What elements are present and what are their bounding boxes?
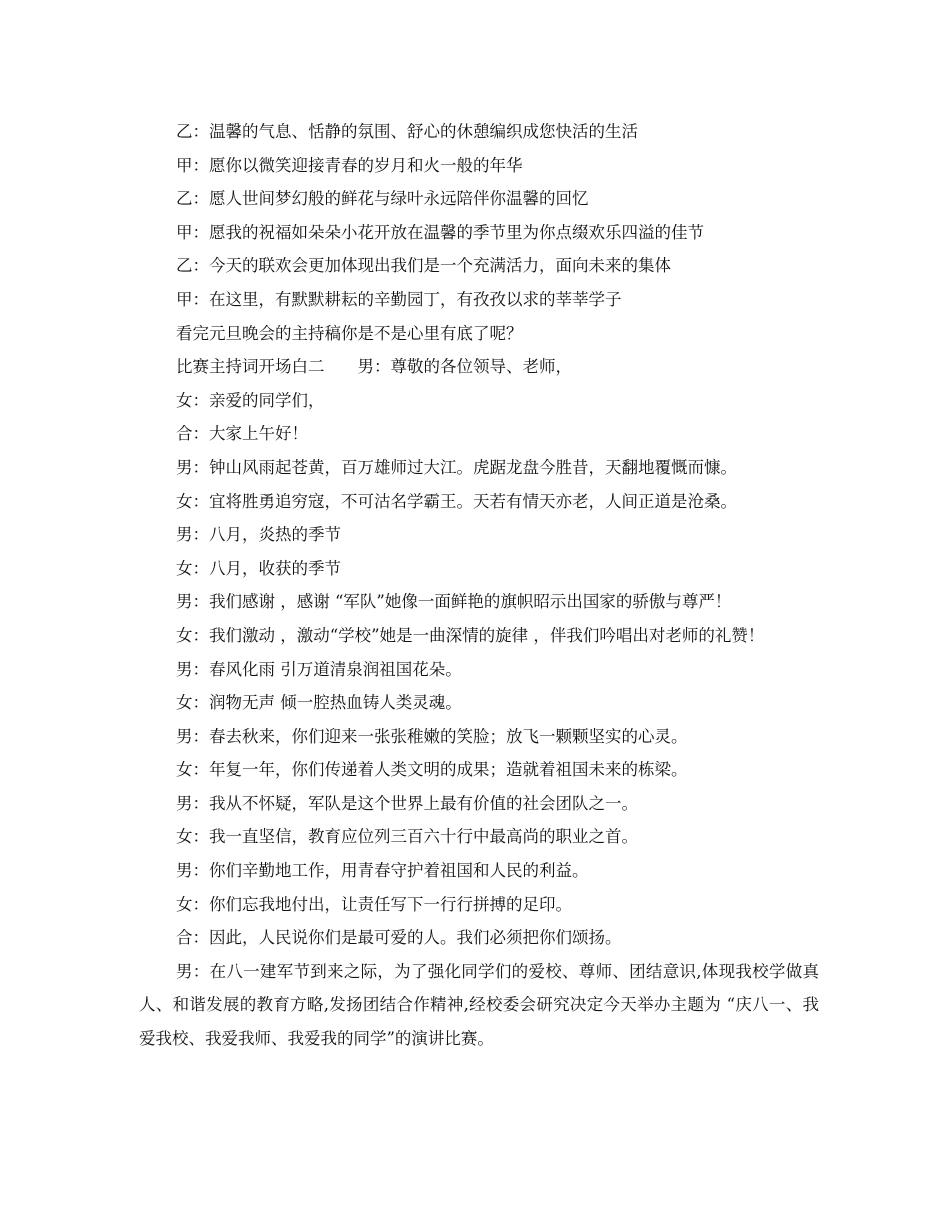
paragraph: 合：大家上午好！ bbox=[176, 424, 308, 444]
paragraph: 甲：愿你以微笑迎接青春的岁月和火一般的年华 bbox=[176, 155, 523, 175]
paragraph: 甲：在这里，有默默耕耘的辛勤园丁，有孜孜以求的莘莘学子 bbox=[176, 289, 622, 309]
paragraph: 女：年复一年，你们传递着人类文明的成果；造就着祖国未来的栋梁。 bbox=[176, 760, 688, 780]
paragraph: 乙：今天的联欢会更加体现出我们是一个充满活力，面向未来的集体 bbox=[176, 256, 671, 276]
paragraph: 男：在八一建军节到来之际，为了强化同学们的爱校、尊师、团结意识,体现我校学做真人、和谐发展的教育方略,发扬团结合作精神,经校委会研究决定今天举办主题为 “庆八一、我爱我校、我爱我师、我爱我的同学”的演讲比赛。 bbox=[139, 961, 819, 1049]
paragraph: 比赛主持词开场白二 男：尊敬的各位领导、老师， bbox=[176, 357, 572, 377]
paragraph: 男：八月，炎热的季节 bbox=[176, 525, 341, 545]
paragraph: 女：我一直坚信，教育应位列三百六十行中最高尚的职业之首。 bbox=[176, 827, 638, 847]
paragraph: 合：因此，人民说你们是最可爱的人。我们必须把你们颂扬。 bbox=[176, 928, 622, 948]
paragraph: 女：你们忘我地付出，让责任写下一行行拼搏的足印。 bbox=[176, 894, 572, 914]
paragraph: 女：我们激动 ，激动“学校”她是一曲深情的旋律 ，伴我们吟唱出对老师的礼赞！ bbox=[176, 625, 765, 645]
paragraph: 女：亲爱的同学们， bbox=[176, 390, 325, 410]
paragraph: 男：我们感谢 ，感谢 “军队”她像一面鲜艳的旗帜昭示出国家的骄傲与尊严！ bbox=[176, 592, 732, 612]
paragraph: 女：宜将胜勇追穷寇，不可沽名学霸王。天若有情天亦老，人间正道是沧桑。 bbox=[176, 491, 737, 511]
document-body bbox=[139, 115, 819, 1056]
paragraph: 男：春去秋来，你们迎来一张张稚嫩的笑脸；放飞一颗颗坚实的心灵。 bbox=[176, 726, 688, 746]
paragraph: 女：八月，收获的季节 bbox=[176, 558, 341, 578]
paragraph: 乙：愿人世间梦幻般的鲜花与绿叶永远陪伴你温馨的回忆 bbox=[176, 189, 589, 209]
paragraph: 女：润物无声 倾一腔热血铸人类灵魂。 bbox=[176, 693, 462, 713]
paragraph: 乙：温馨的气息、恬静的氛围、舒心的休憩编织成您快活的生活 bbox=[176, 122, 638, 141]
paragraph: 男：你们辛勤地工作，用青春守护着祖国和人民的利益。 bbox=[176, 861, 589, 881]
paragraph: 男：钟山风雨起苍黄，百万雄师过大江。虎踞龙盘今胜昔，天翻地覆慨而慷。 bbox=[176, 457, 737, 477]
paragraph: 男：春风化雨 引万道清泉润祖国花朵。 bbox=[176, 659, 462, 679]
paragraph: 男：我从不怀疑，军队是这个世界上最有价值的社会团队之一。 bbox=[176, 793, 638, 813]
paragraph: 看完元旦晚会的主持稿你是不是心里有底了呢？ bbox=[176, 323, 523, 343]
paragraph: 甲：愿我的祝福如朵朵小花开放在温馨的季节里为你点缀欢乐四溢的佳节 bbox=[176, 222, 704, 242]
